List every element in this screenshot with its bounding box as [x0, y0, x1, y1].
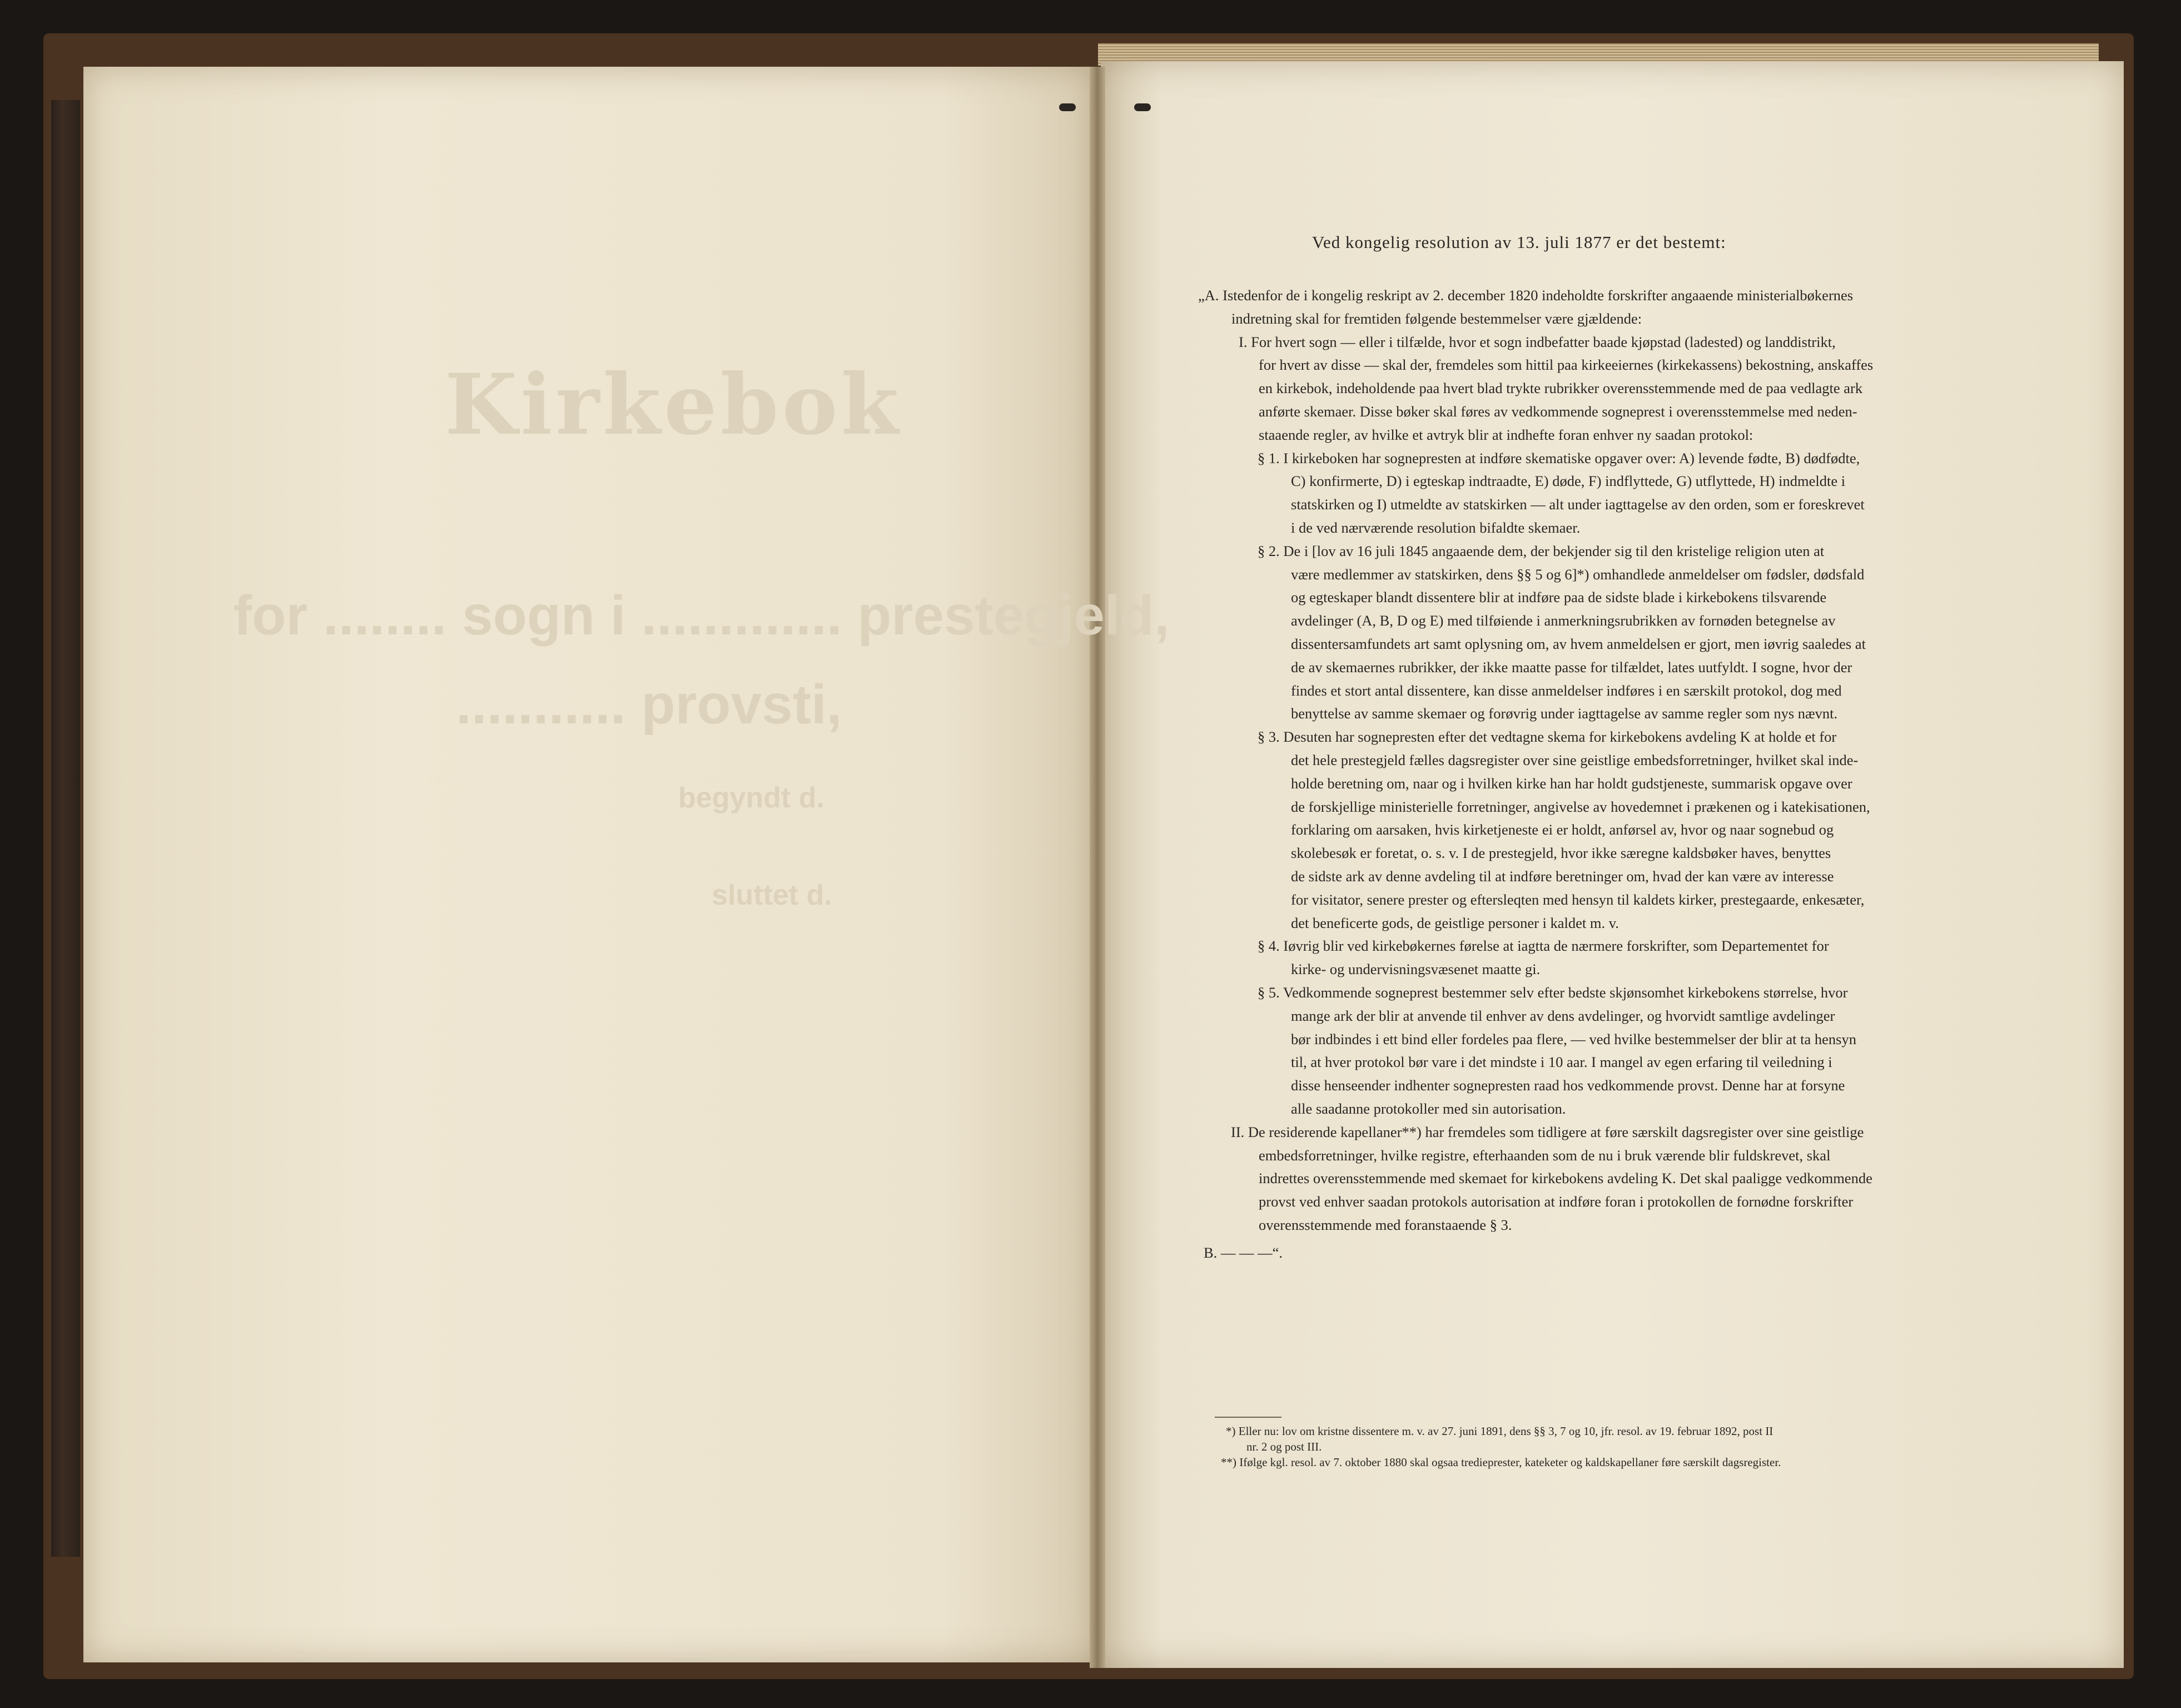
text-line: holde beretning om, naar og i hvilken kirke han har holdt gudstjeneste, summarisk opgave over — [1291, 774, 1852, 792]
text-line: de av skemaernes rubrikker, der ikke maatte passe for tilfældet, lates uutfyldt. I sogne, hvor der — [1291, 658, 1852, 676]
text-line: og egteskaper blandt dissentere blir at indføre paa de sidste blade i kirkebokens tilsvarende — [1291, 589, 1827, 606]
book-spine — [51, 100, 80, 1557]
text-line: skolebesøk er foretat, o. s. v. I de prestegjeld, hvor ikke særegne kaldsbøker haves, benyttes — [1291, 845, 1831, 862]
paper-clip — [1134, 103, 1151, 111]
ghost-line: ........... provsti, — [456, 673, 842, 736]
text-line: „A. Istedenfor de i kongelig reskript av 2. december 1820 indeholdte forskrifter angaaende ministerialbøkernes — [1198, 287, 1854, 304]
text-line: benyttelse av samme skemaer og forøvrig under iagttagelse av samme regler som nys nævnt. — [1291, 705, 1838, 722]
text-line: i de ved nærværende resolution bifaldte skemaer. — [1291, 519, 1581, 536]
text-line: indretning skal for fremtiden følgende bestemmelser være gjældende: — [1231, 310, 1642, 327]
ghost-line: for ........ sogn i ............. prestegjeld, — [233, 584, 1170, 647]
text-line: dissentersamfundets art samt oplysning om, av hvem anmeldelsen er gjort, men iøvrig saaledes at — [1291, 635, 1866, 652]
ghost-line: sluttet d. — [712, 879, 832, 911]
text-line: staaende regler, av hvilke et avtryk blir at indhefte foran enhver ny saadan protokol: — [1259, 426, 1753, 443]
text-line: § 1. I kirkeboken har sognepresten at indføre skematiske opgaver over: A) levende fødte, B) dødfødte, — [1258, 449, 1860, 466]
text-line: alle saadanne protokoller med sin autorisation. — [1291, 1100, 1566, 1117]
text-line: I. For hvert sogn — eller i tilfælde, hvor et sogn indbefatter baade kjøpstad (ladested) og landdistrikt, — [1239, 333, 1836, 350]
text-line: provst ved enhver saadan protokols autorisation at indføre foran i protokollen de fornødne forskrifter — [1259, 1193, 1854, 1210]
text-line: det hele prestegjeld fælles dagsregister over sine geistlige embedsforretninger, hvilket skal inde- — [1291, 752, 1859, 768]
footnote-line: nr. 2 og post III. — [1246, 1440, 1322, 1453]
text-line: indrettes overensstemmende med skemaet for kirkebokens avdeling K. Det skal paaligge vedkommende — [1259, 1170, 1872, 1187]
text-line: mange ark der blir at anvende til enhver av dens avdelinger, og hvorvidt samtlige avdelinger — [1291, 1007, 1835, 1024]
ghost-line: begyndt d. — [678, 782, 824, 814]
paper-clip — [1059, 103, 1076, 111]
text-line: § 3. Desuten har sognepresten efter det vedtagne skema for kirkebokens avdeling K at holde et for — [1258, 728, 1837, 746]
text-line: bør indbindes i ett bind eller fordeles paa flere, — ved hvilke bestemmelser der blir at ta hensyn — [1291, 1030, 1856, 1047]
text-line: det beneficerte gods, de geistlige personer i kaldet m. v. — [1291, 914, 1619, 931]
text-line: avdelinger (A, B, D og E) med tilføiende i anmerkningsrubrikken av fornøden betegnelse av — [1291, 612, 1836, 629]
text-line: disse henseender indhenter sognepresten raad hos vedkommende provst. Denne har at forsyne — [1291, 1077, 1845, 1094]
text-line: statskirken og I) utmeldte av statskirken — alt under iagttagelse av den orden, som er foreskrevet — [1291, 496, 1865, 513]
left-page — [83, 67, 1094, 1662]
text-line: for hvert av disse — skal der, fremdeles som hittil paa kirkeeiernes (kirkekassens) bekostning, anskaffes — [1259, 356, 1874, 374]
ghost-title: Kirkebok — [445, 356, 902, 454]
footnote-rule — [1215, 1417, 1281, 1418]
text-line: findes et stort antal dissentere, kan disse anmeldelser indføres i en særskilt protokol, dog med — [1291, 682, 1842, 699]
text-line: anførte skemaer. Disse bøker skal føres av vedkommende sogneprest i overensstemmelse med neden- — [1259, 403, 1857, 420]
page-heading: Ved kongelig resolution av 13. juli 1877 er det bestemt: — [1312, 232, 1726, 252]
text-line: overensstemmende med foranstaaende § 3. — [1259, 1217, 1512, 1233]
text-line: være medlemmer av statskirken, dens §§ 5 og 6]*) omhandlede anmeldelser om fødsler, dødsfald — [1291, 565, 1865, 583]
text-line: § 5. Vedkommende sogneprest bestemmer selv efter bedste skjønsomhet kirkebokens størrelse, hvor — [1258, 984, 1848, 1001]
text-line: § 2. De i [lov av 16 juli 1845 angaaende dem, der bekjender sig til den kristelige religion uten at — [1258, 542, 1825, 559]
text-line: § 4. Iøvrig blir ved kirkebøkernes førelse at iagtta de nærmere forskrifter, som Departementet for — [1258, 937, 1829, 955]
text-line: de sidste ark av denne avdeling til at indføre beretninger om, hvad der kan være av interesse — [1291, 868, 1834, 885]
text-line: kirke- og undervisningsvæsenet maatte gi. — [1291, 961, 1541, 978]
text-line: C) konfirmerte, D) i egteskap indtraadte, E) døde, F) indflyttede, G) utflyttede, H) indmeldte i — [1291, 473, 1846, 490]
text-line: embedsforretninger, hvilke registre, efterhaanden som de nu i bruk værende blir fuldskrevet, skal — [1259, 1146, 1831, 1164]
text-line: en kirkebok, indeholdende paa hvert blad trykte rubrikker overensstemmende med de paa vedlagte ark — [1259, 380, 1863, 397]
text-line: forklaring om aarsaken, hvis kirketjeneste ei er holdt, anførsel av, hvor og naar sognebud og — [1291, 821, 1834, 838]
footnote-line: **) Ifølge kgl. resol. av 7. oktober 1880 skal ogsaa tredieprester, kateketer og kaldskapellaner føre særskilt dagsregister. — [1221, 1456, 1781, 1469]
text-line: II. De residerende kapellaner**) har fremdeles som tidligere at føre særskilt dagsregister over sine geistlige — [1231, 1123, 1864, 1140]
book-gutter — [1090, 67, 1105, 1668]
footnote-line: *) Eller nu: lov om kristne dissentere m. v. av 27. juni 1891, dens §§ 3, 7 og 10, jfr. resol. av 19. februar 1892, post II — [1226, 1424, 1773, 1438]
text-line: for visitator, senere prester og eftersleqten med hensyn til kaldets kirker, prestegaarde, enkesæter, — [1291, 891, 1865, 908]
text-line: til, at hver protokol bør vare i det mindste i 10 aar. I mangel av egen erfaring til veiledning i — [1291, 1054, 1832, 1071]
text-line: B. — — —“. — [1204, 1244, 1283, 1261]
text-line: de forskjellige ministerielle forretninger, angivelse av hovedemnet i prækenen og i katekisationen, — [1291, 798, 1870, 815]
